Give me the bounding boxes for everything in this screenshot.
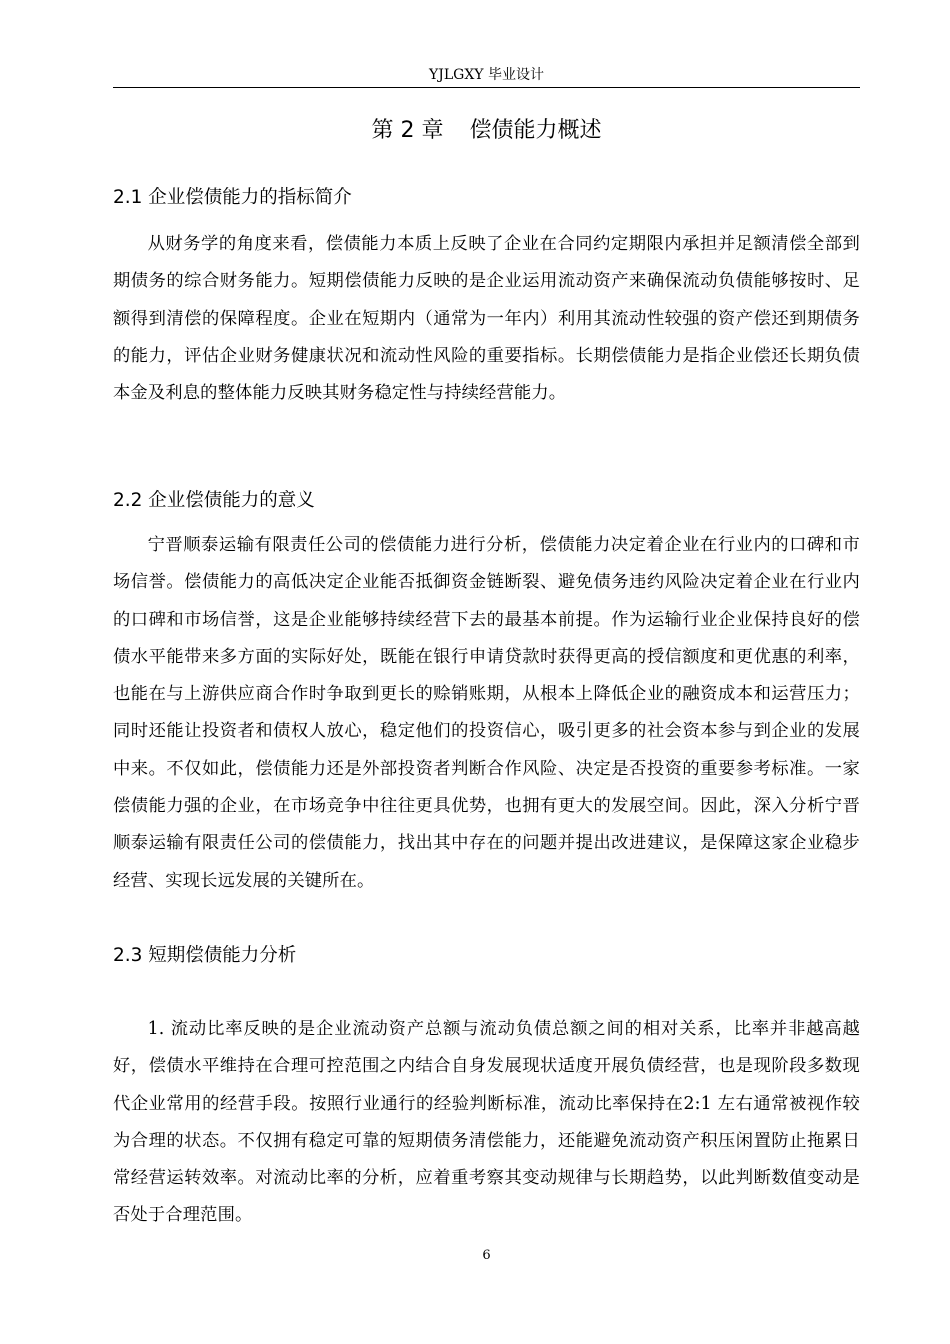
chapter-title-text: 偿债能力概述: [469, 118, 602, 143]
page-header: YJLGXY 毕业设计: [113, 66, 860, 88]
section-paragraph-2-2: 宁晋顺泰运输有限责任公司的偿债能力进行分析，偿债能力决定着企业在行业内的口碑和市场信誉。偿债能力的高低决定企业能否抵御资金链断裂、避免债务违约风险决定着企业在行业内的口碑和市场信誉，这是企业能够持续经营下去的最基本前提。作为运输行业企业保持良好的偿债水平能带来多方面的实际好处，既能在银行申请贷款时获得更高的授信额度和更优惠的利率，也能在与上游供应商合作时争取到更长的赊销账期，从根本上降低企业的融资成本和运营压力；同时还能让投资者和债权人放心，稳定他们的投资信心，吸引更多的社会资本参与到企业的发展中来。不仅如此，偿债能力还是外部投资者判断合作风险、决定是否投资的重要参考标准。一家偿债能力强的企业，在市场竞争中往往更具优势，也拥有更大的发展空间。因此，深入分析宁晋顺泰运输有限责任公司的偿债能力，找出其中存在的问题并提出改进建议，是保障这家企业稳步经营、实现长远发展的关键所在。: [113, 535, 860, 891]
section-paragraph-2-3: 1. 流动比率反映的是企业流动资产总额与流动负债总额之间的相对关系，比率并非越高越好，偿债水平维持在合理可控范围之内结合自身发展现状适度开展负债经营，也是现阶段多数现代企业常用的经营手段。按照行业通行的经验判断标准，流动比率保持在2:1 左右通常被视作较为合理的状态。不仅拥有稳定可靠的短期债务清偿能力，还能避免流动资产积压闲置防止拖累日常经营运转效率。对流动比率的分析，应着重考察其变动规律与长期趋势，以此判断数值变动是否处于合理范围。: [113, 1019, 860, 1226]
section-heading-2-3: 2.3 短期偿债能力分析: [113, 945, 297, 966]
section-heading-2-2: 2.2 企业偿债能力的意义: [113, 490, 315, 511]
chapter-title: [113, 116, 860, 146]
section-paragraph-2-1: 从财务学的角度来看，偿债能力本质上反映了企业在合同约定期限内承担并足额清偿全部到期债务的综合财务能力。短期偿债能力反映的是企业运用流动资产来确保流动负债能够按时、足额得到清偿的保障程度。企业在短期内（通常为一年内）利用其流动性较强的资产偿还到期债务的能力，评估企业财务健康状况和流动性风险的重要指标。长期偿债能力是指企业偿还长期负债本金及利息的整体能力反映其财务稳定性与持续经营能力。: [113, 234, 860, 404]
chapter-number: 第 2 章: [371, 118, 444, 143]
section-heading-2-1: 2.1 企业偿债能力的指标简介: [113, 187, 352, 208]
page-number: 6: [482, 1248, 491, 1263]
